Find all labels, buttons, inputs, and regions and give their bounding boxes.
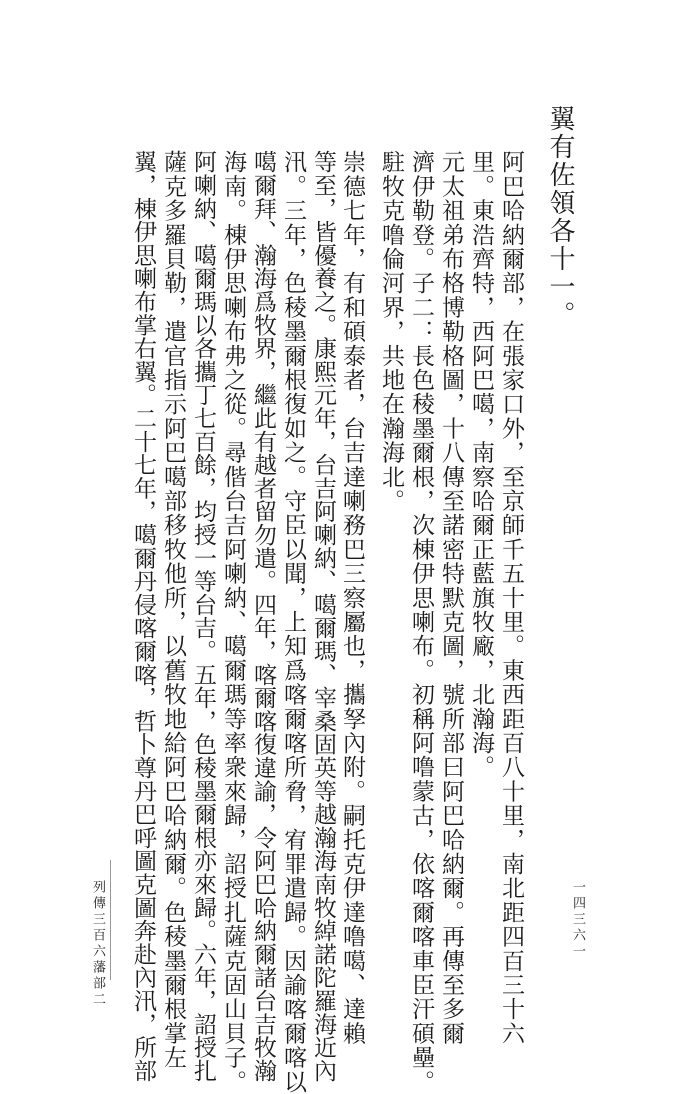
text-column-12: 阿喇納、噶爾瑪以各攜丁七百餘，均授一等台吉。五年，色稜墨爾根亦來歸。六年，詔授扎 bbox=[190, 150, 216, 1082]
text-column-4: 元太祖弟布格博勒格圖，十八傳至諾密特默克圖，號所部曰阿巴哈納爾。再傳至多爾 bbox=[438, 150, 464, 1046]
footer-section-title: 列傳三百六 bbox=[90, 880, 105, 960]
footer-chapter-label: 藩部二 bbox=[90, 960, 105, 1008]
text-column-10: 噶爾拜、瀚海爲牧界，繼此有越者留勿遣。四年，喀爾喀復違諭，令阿巴哈納爾諸台吉牧瀚 bbox=[250, 150, 276, 1082]
text-column-13: 薩克多羅貝勒，遣官指示阿巴噶部移牧他所，以舊牧地給阿巴哈納爾。色稜墨爾根掌左 bbox=[160, 150, 186, 1070]
text-column-2: 阿巴哈納爾部，在張家口外，至京師千五十里。東西距百八十里，南北距四百三十六 bbox=[498, 150, 524, 1046]
text-column-8: 等至，皆優養之。康熙元年，台吉阿喇納、噶爾瑪、宰桑固英等越瀚海南牧綽諾陀羅海近內 bbox=[310, 150, 336, 1082]
text-column-9: 汛。三年，色稜墨爾根復如之。守臣以聞，上知爲喀爾喀所脅，宥罪遣歸。因諭喀爾喀以 bbox=[280, 150, 306, 1094]
text-column-14: 翼，棟伊思喇布掌右翼。二十七年，噶爾丹侵喀爾喀，哲卜尊丹巴呼圖克圖奔赴內汛，所部 bbox=[130, 150, 156, 1082]
text-column-7: 崇德七年，有和碩泰者，台吉達喇務巴三察屬也，攜孥內附。嗣托克伊達噜噶、達賴 bbox=[339, 150, 365, 1046]
column-divider-line bbox=[110, 860, 111, 980]
text-column-1: 翼有佐領各十一。 bbox=[545, 105, 575, 329]
footer-page-number: 一四三六一 bbox=[570, 880, 585, 960]
text-column-11: 海南。棟伊思喇布弗之從。尋偕台吉阿喇納、噶爾瑪等率衆來歸，詔授扎薩克固山貝子。 bbox=[220, 150, 246, 1094]
text-column-6: 駐牧克噜倫河界，共地在瀚海北。 bbox=[378, 150, 404, 513]
text-column-3: 里。東浩齊特，西阿巴噶，南察哈爾正藍旗牧廠，北瀚海。 bbox=[468, 150, 494, 780]
text-column-5: 濟伊勒登。子二：長色稜墨爾根，次棟伊思喇布。初稱阿噜蒙古，依喀爾喀車臣汗碩壘。 bbox=[408, 150, 434, 1094]
